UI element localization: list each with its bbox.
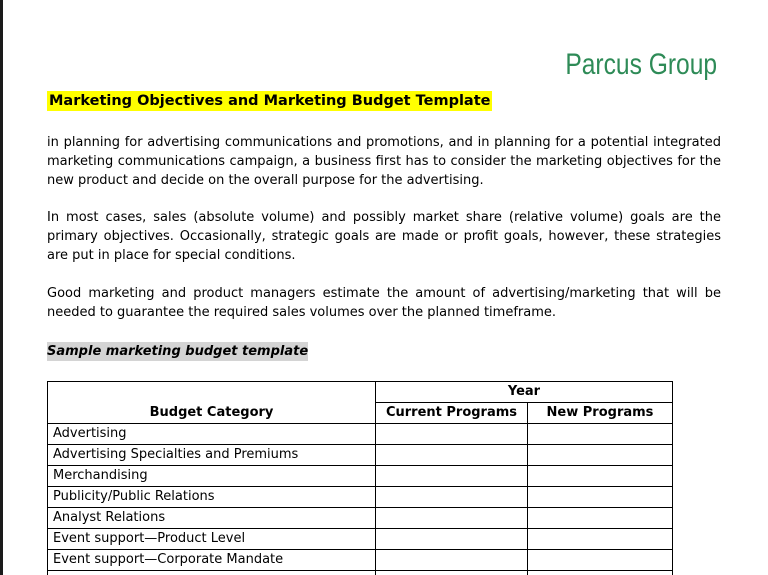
budget-category-cell[interactable]: Event support—Corporate Mandate — [48, 550, 376, 571]
budget-category-cell[interactable]: Advertising — [48, 424, 376, 445]
table-row — [48, 571, 673, 575]
year-header: Year — [376, 382, 673, 403]
paragraph-intro: in planning for advertising communications and promotions, and in planning for a potential integrated marketing communications campaign, a business first has to consider the marketing objectives for the new product and decide on the overall purpose for the advertising. — [47, 135, 721, 188]
budget-category-cell[interactable]: Event support—Product Level — [48, 529, 376, 550]
table-row — [48, 550, 673, 571]
table-row — [48, 424, 673, 445]
table-row — [48, 445, 673, 466]
current-programs-cell[interactable] — [376, 424, 528, 445]
budget-table-body — [48, 424, 673, 575]
table-row — [48, 508, 673, 529]
new-programs-cell[interactable] — [528, 466, 673, 487]
budget-category-cell[interactable]: Publicity/Public Relations — [48, 487, 376, 508]
budget-table — [47, 381, 673, 575]
current-programs-cell[interactable] — [376, 487, 528, 508]
new-programs-cell[interactable] — [528, 424, 673, 445]
paragraph-estimates: Good marketing and product managers estimate the amount of advertising/marketing that will be needed to guarantee the required sales volumes over the planned timeframe. — [47, 286, 721, 320]
company-logo: Parcus Group — [565, 48, 717, 81]
current-programs-cell[interactable] — [376, 571, 528, 575]
new-programs-cell[interactable] — [528, 487, 673, 508]
paragraph-objectives: In most cases, sales (absolute volume) and possibly market share (relative volume) goals are the primary objectives. Occasionally, strategic goals are made or profit goals, however, these strategies are put in place for special conditions. — [47, 210, 721, 263]
current-programs-cell[interactable] — [376, 550, 528, 571]
table-header-row — [48, 382, 673, 403]
current-programs-cell[interactable] — [376, 466, 528, 487]
sample-template-heading: Sample marketing budget template — [47, 344, 309, 359]
new-programs-header: New Programs — [528, 403, 673, 424]
current-programs-cell[interactable] — [376, 529, 528, 550]
new-programs-cell[interactable] — [528, 445, 673, 466]
current-programs-header: Current Programs — [376, 403, 528, 424]
table-row — [48, 466, 673, 487]
budget-category-cell[interactable]: Analyst Relations — [48, 508, 376, 529]
new-programs-cell[interactable] — [528, 571, 673, 575]
table-row — [48, 487, 673, 508]
table-row — [48, 529, 673, 550]
budget-category-cell[interactable] — [48, 571, 376, 575]
new-programs-cell[interactable] — [528, 529, 673, 550]
budget-category-cell[interactable]: Merchandising — [48, 466, 376, 487]
current-programs-cell[interactable] — [376, 445, 528, 466]
document-title: Marketing Objectives and Marketing Budget Template — [49, 93, 491, 109]
new-programs-cell[interactable] — [528, 508, 673, 529]
budget-category-header: Budget Category — [48, 382, 376, 424]
new-programs-cell[interactable] — [528, 550, 673, 571]
current-programs-cell[interactable] — [376, 508, 528, 529]
budget-category-cell[interactable]: Advertising Specialties and Premiums — [48, 445, 376, 466]
